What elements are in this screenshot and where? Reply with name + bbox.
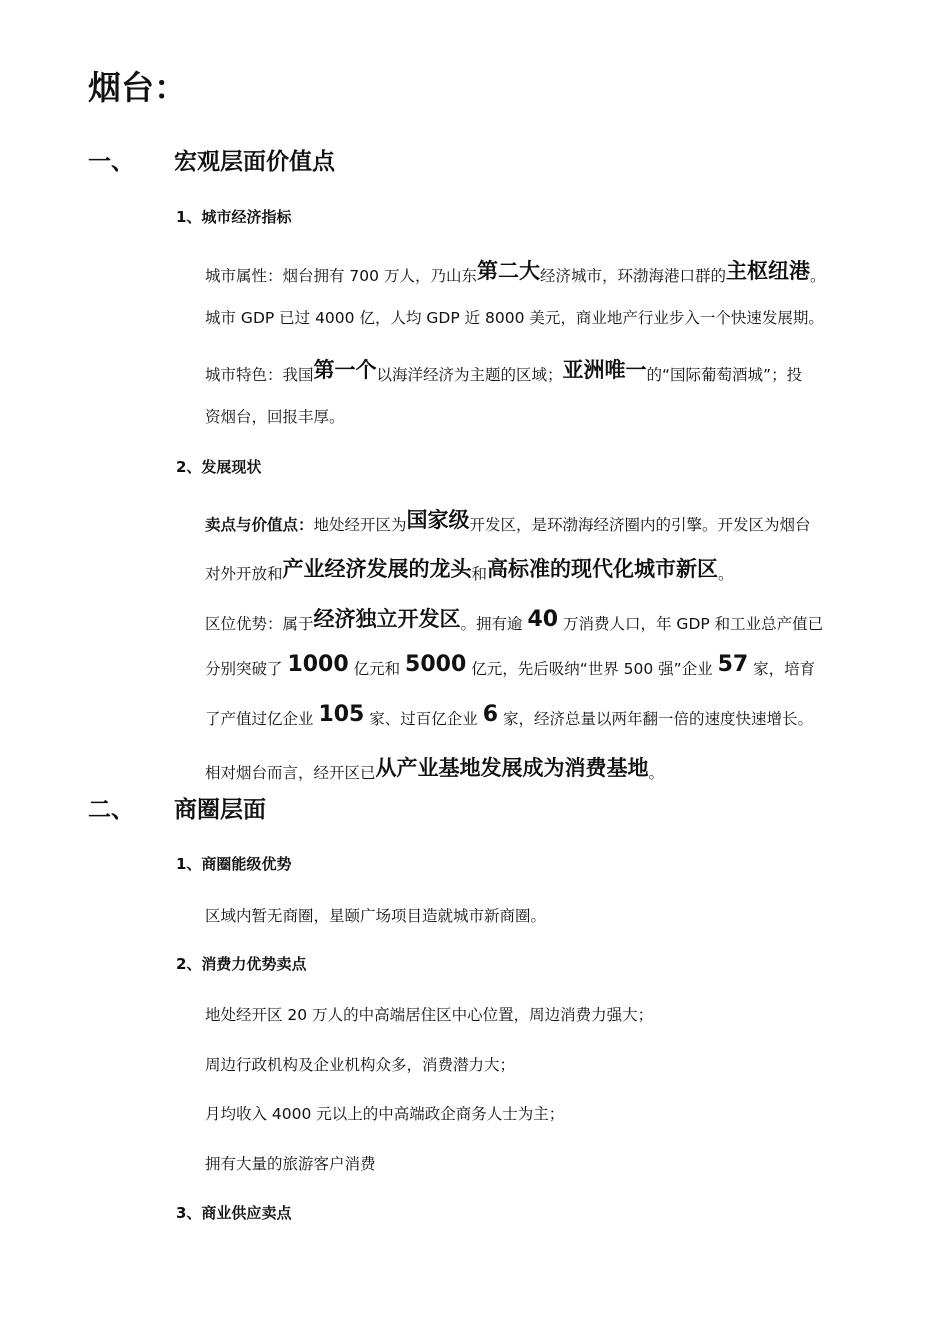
paragraph-line: 卖点与价值点：地处经开区为国家级开发区，是环渤海经济圈内的引擎。开发区为烟台 bbox=[205, 508, 811, 534]
paragraph-line: 区域内暂无商圈，星颐广场项目造就城市新商圈。 bbox=[205, 907, 547, 925]
subsection-heading: 1、城市经济指标 bbox=[176, 208, 292, 226]
page-title: 烟台： bbox=[88, 68, 187, 107]
section-title: 商圈层面 bbox=[174, 797, 266, 823]
highlight-number: 105 bbox=[318, 702, 365, 727]
paragraph-line: 分别突破了 1000 亿元和 5000 亿元，先后吸纳“世界 500 强”企业 57 家，培育 bbox=[205, 652, 816, 678]
section-number: 二、 bbox=[88, 797, 134, 823]
highlight-text: 高标准的现代化城市新区 bbox=[487, 557, 719, 581]
highlight-text: 国家级 bbox=[406, 508, 470, 532]
paragraph-line: 周边行政机构及企业机构众多，消费潜力大； bbox=[205, 1056, 516, 1074]
highlight-number: 5000 bbox=[405, 652, 467, 677]
paragraph-line: 城市特色：我国第一个以海洋经济为主题的区域；亚洲唯一的“国际葡萄酒城”；投 bbox=[205, 358, 803, 384]
paragraph-line: 资烟台，回报丰厚。 bbox=[205, 408, 345, 426]
highlight-number: 6 bbox=[482, 702, 499, 727]
section-number: 一、 bbox=[88, 149, 134, 175]
paragraph-line: 相对烟台而言，经开区已从产业基地发展成为消费基地。 bbox=[205, 756, 665, 782]
subsection-heading: 2、发展现状 bbox=[176, 458, 262, 476]
highlight-text: 第二大 bbox=[476, 259, 540, 283]
paragraph-line: 月均收入 4000 元以上的中高端政企商务人士为主； bbox=[205, 1105, 565, 1123]
section-heading bbox=[88, 791, 488, 821]
label-text: 卖点与价值点： bbox=[205, 516, 314, 534]
subsection-heading: 1、商圈能级优势 bbox=[176, 855, 292, 873]
section-heading bbox=[88, 143, 488, 173]
subsection-heading: 2、消费力优势卖点 bbox=[176, 955, 307, 973]
highlight-number: 57 bbox=[717, 652, 749, 677]
paragraph-line: 地处经开区 20 万人的中高端居住区中心位置，周边消费力强大； bbox=[205, 1006, 654, 1024]
highlight-number: 40 bbox=[527, 607, 559, 632]
paragraph-line: 城市属性：烟台拥有 700 万人，乃山东第二大经济城市，环渤海港口群的主枢纽港。 bbox=[205, 259, 826, 285]
highlight-text: 经济独立开发区 bbox=[313, 607, 461, 631]
highlight-text: 第一个 bbox=[313, 358, 377, 382]
paragraph-line: 城市 GDP 已过 4000 亿，人均 GDP 近 8000 美元，商业地产行业步入一个快速发展期。 bbox=[205, 309, 824, 327]
highlight-text: 产业经济发展的龙头 bbox=[282, 557, 472, 581]
paragraph-line: 区位优势：属于经济独立开发区。拥有逾 40 万消费人口，年 GDP 和工业总产值已 bbox=[205, 607, 824, 633]
paragraph-line: 拥有大量的旅游客户消费 bbox=[205, 1155, 376, 1173]
subsection-heading: 3、商业供应卖点 bbox=[176, 1204, 292, 1222]
highlight-text: 主枢纽港 bbox=[725, 259, 810, 283]
section-title: 宏观层面价值点 bbox=[174, 149, 335, 175]
paragraph-line: 对外开放和产业经济发展的龙头和高标准的现代化城市新区。 bbox=[205, 557, 734, 583]
highlight-text: 亚洲唯一 bbox=[562, 358, 647, 382]
paragraph-line: 了产值过亿企业 105 家、过百亿企业 6 家，经济总量以两年翻一倍的速度快速增长。 bbox=[205, 702, 813, 728]
highlight-text: 从产业基地发展成为消费基地 bbox=[375, 756, 649, 780]
highlight-number: 1000 bbox=[287, 652, 349, 677]
